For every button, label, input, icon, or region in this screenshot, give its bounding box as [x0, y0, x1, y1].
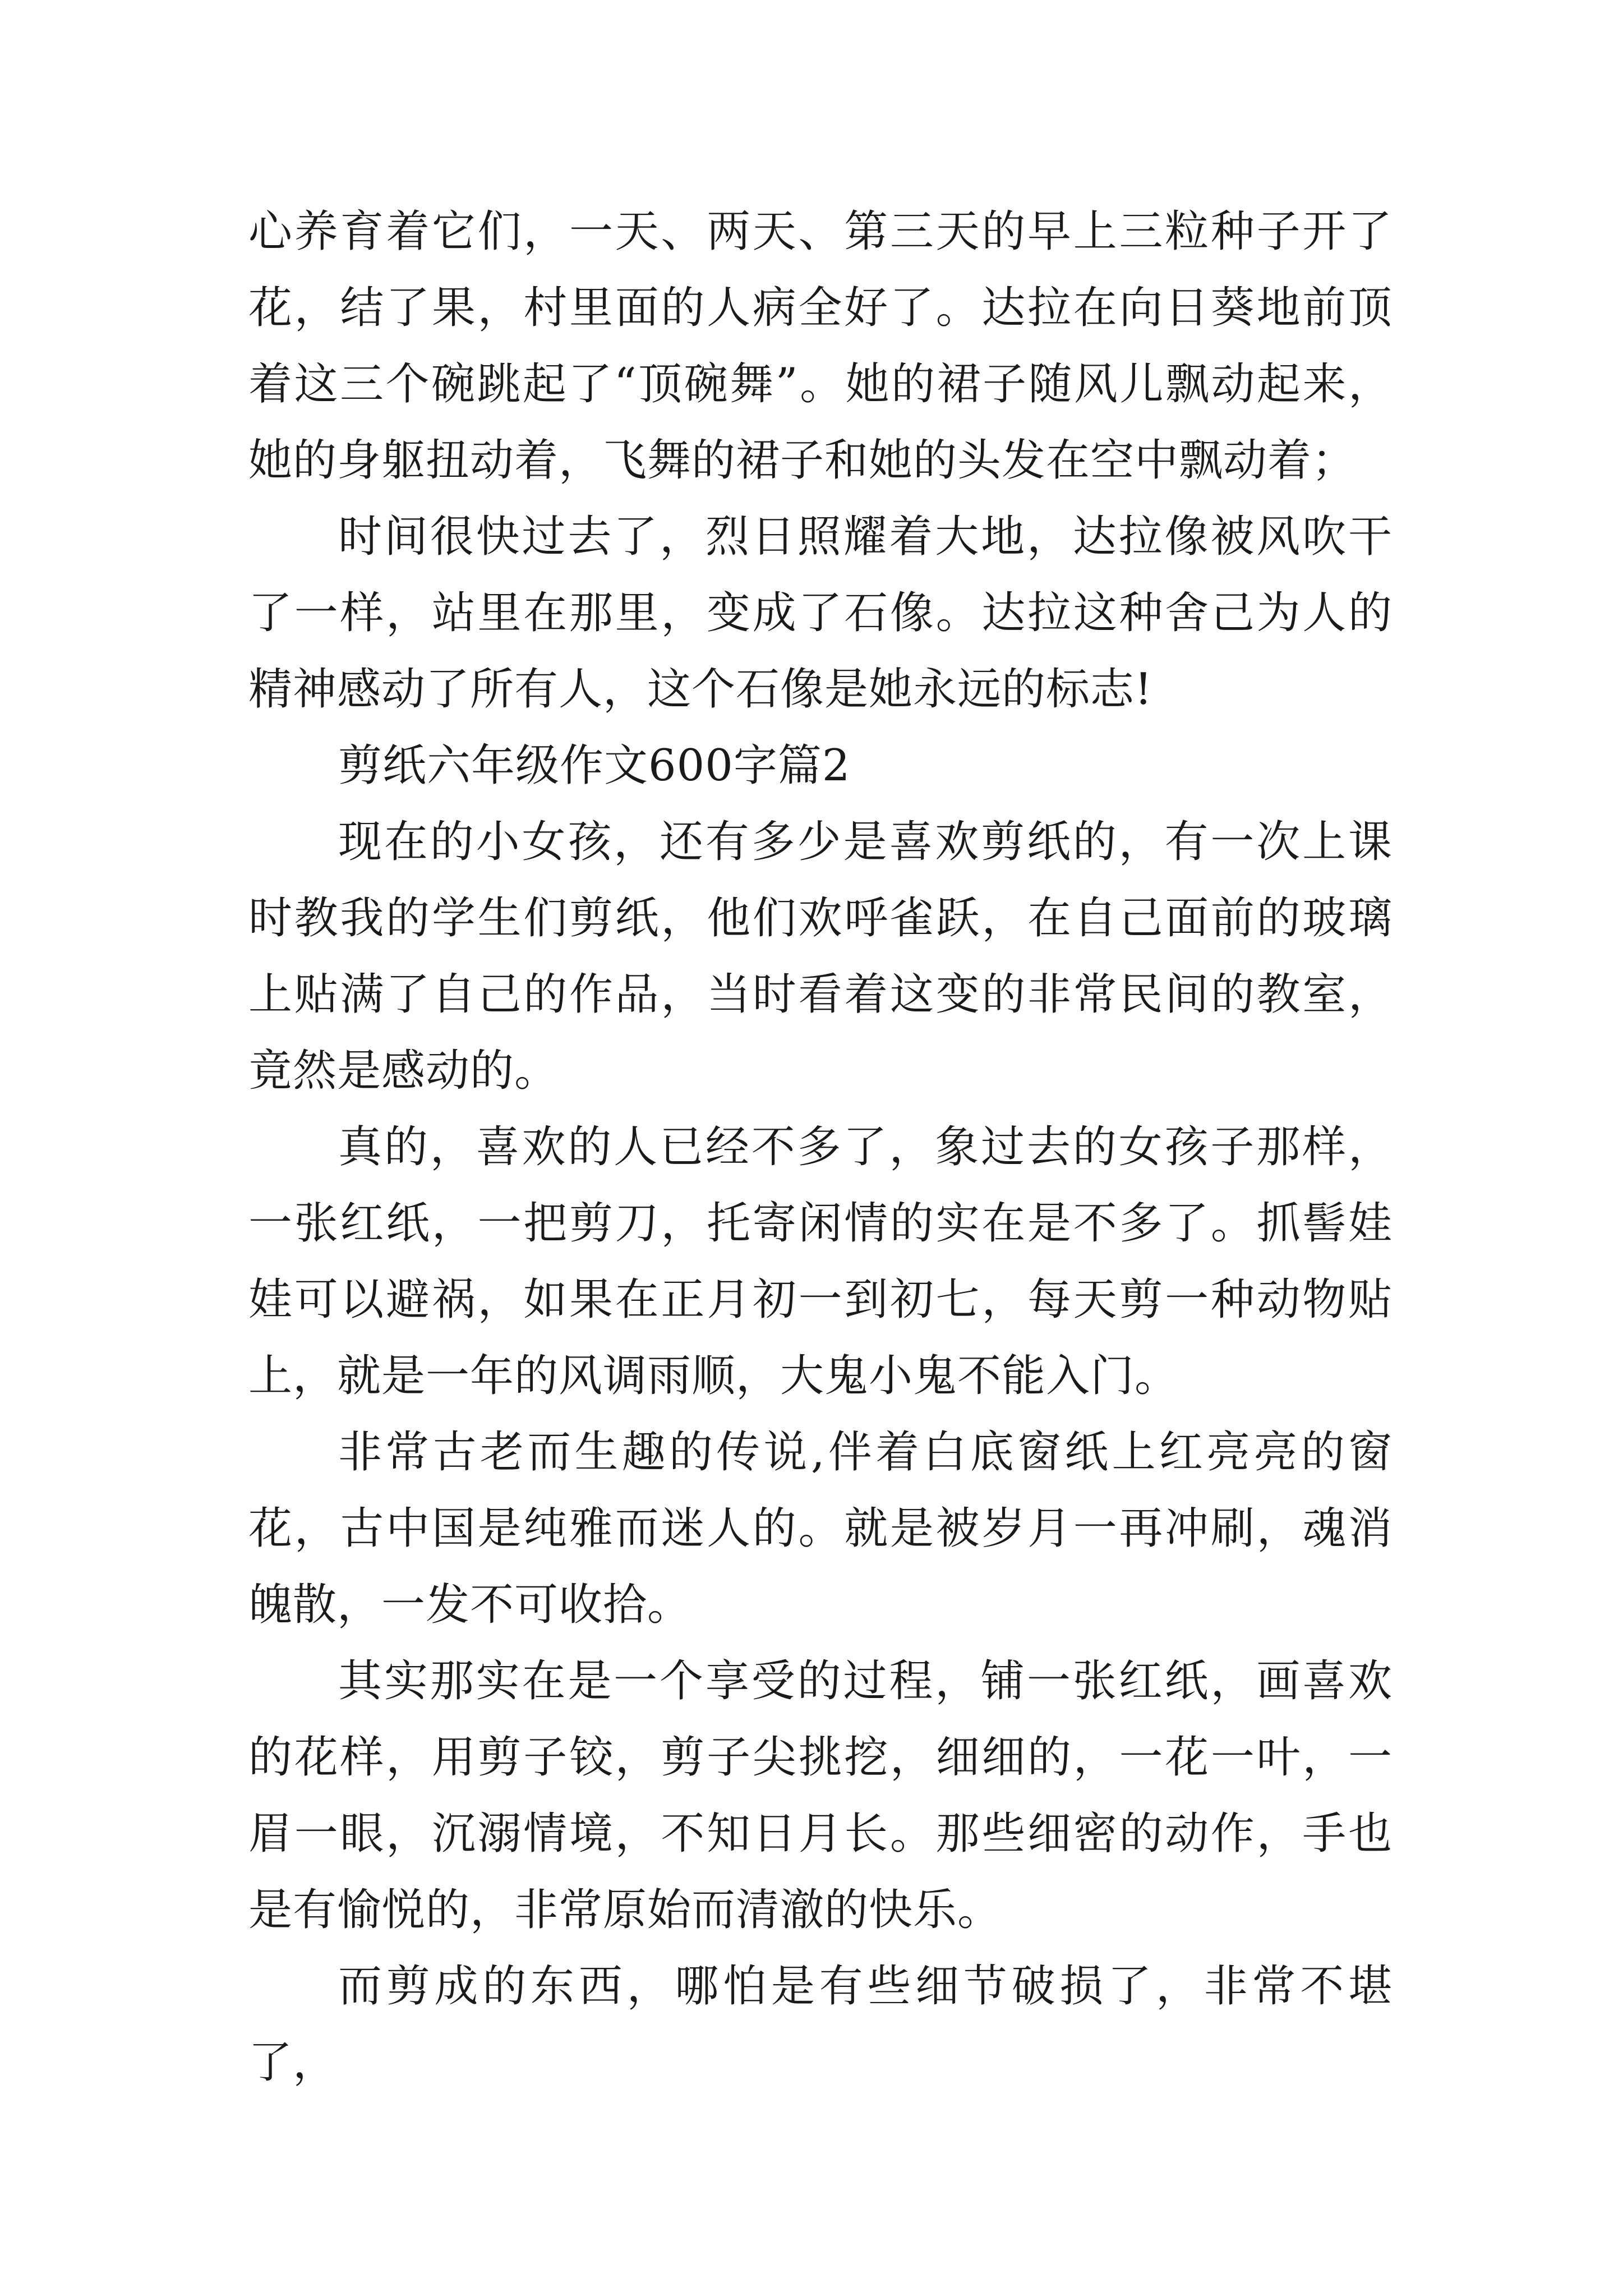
paragraph: 现在的小女孩，还有多少是喜欢剪纸的，有一次上课时教我的学生们剪纸，他们欢呼雀跃，在自己面前的玻璃上贴满了自己的作品，当时看着这变的非常民间的教室，竟然是感动的。 [248, 817, 1393, 1096]
paragraph: 时间很快过去了，烈日照耀着大地，达拉像被风吹干了一样，站里在那里，变成了石像。达拉这种舍己为人的精神感动了所有人，这个石像是她永远的标志! [248, 512, 1393, 715]
section-heading: 剪纸六年级作文600字篇2 [338, 740, 851, 791]
paragraph: 心养育着它们，一天、两天、第三天的早上三粒种子开了花，结了果，村里面的人病全好了。达拉在向日葵地前顶着这三个碗跳起了“顶碗舞”。她的裙子随风儿飘动起来，她的身躯扭动着，飞舞的裙子和她的头发在空中飘动着； [248, 206, 1393, 486]
body-text [248, 194, 1393, 2101]
paragraph: 真的，喜欢的人已经不多了，象过去的女孩子那样，一张红纸，一把剪刀，托寄闲情的实在是不多了。抓髻娃娃可以避祸，如果在正月初一到初七，每天剪一种动物贴上，就是一年的风调雨顺，大鬼小鬼不能入门。 [248, 1122, 1393, 1401]
paragraph: 而剪成的东西，哪怕是有些细节破损了，非常不堪了， [248, 1961, 1393, 2088]
paragraph: 非常古老而生趣的传说,伴着白底窗纸上红亮亮的窗花，古中国是纯雅而迷人的。就是被岁月一再冲刷，魂消魄散，一发不可收拾。 [248, 1427, 1393, 1630]
paragraph: 其实那实在是一个享受的过程，铺一张红纸，画喜欢的花样，用剪子铰，剪子尖挑挖，细细的，一花一叶，一眉一眼，沉溺情境，不知日月长。那些细密的动作，手也是有愉悦的，非常原始而清澈的快乐。 [248, 1656, 1393, 1935]
